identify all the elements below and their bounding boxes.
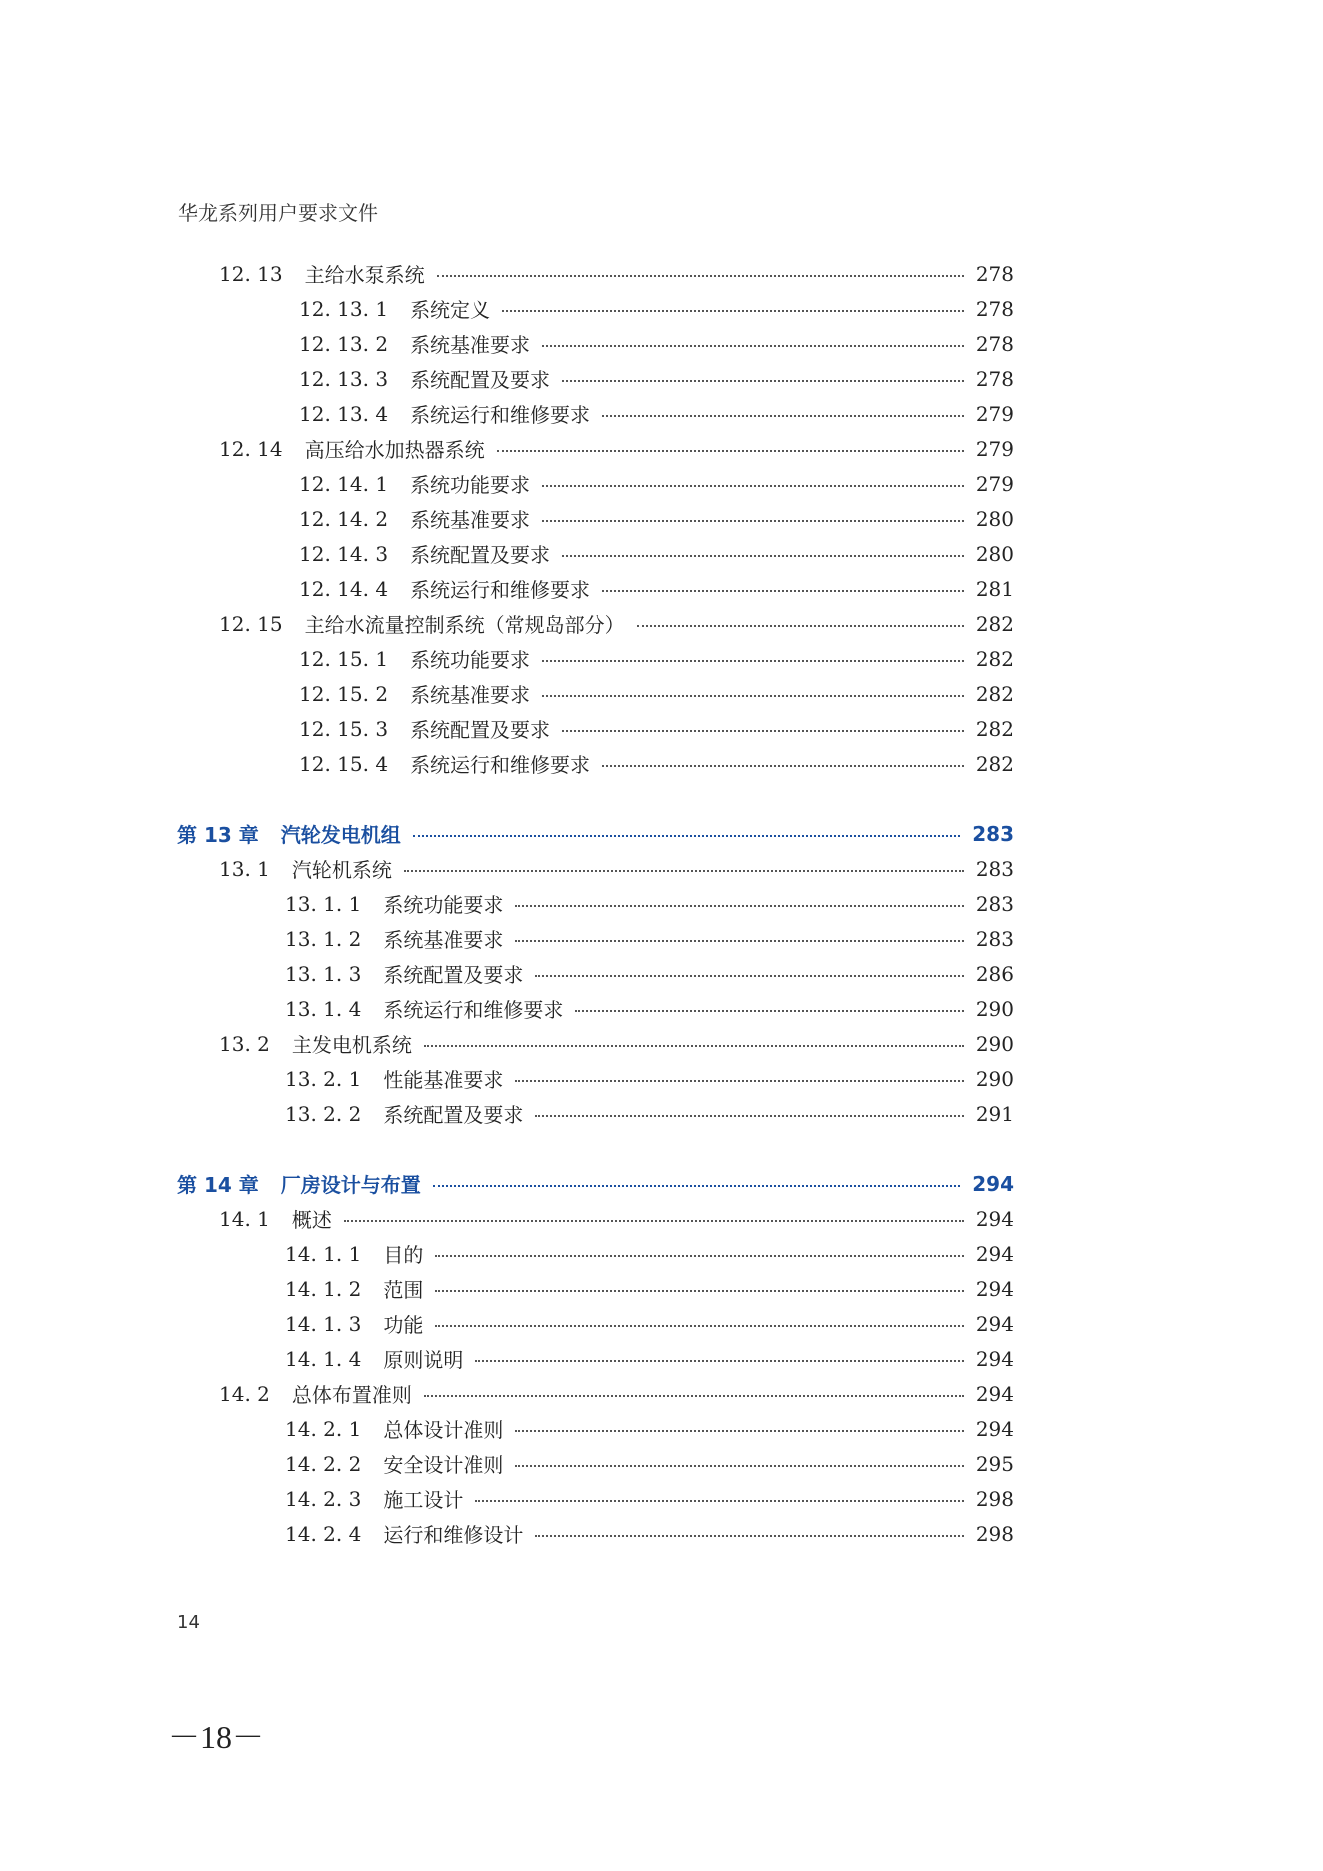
dot-leader: [542, 660, 964, 662]
entry-title: 汽轮发电机组: [280, 823, 401, 847]
subsection-entry[interactable]: [285, 1446, 1014, 1481]
entry-title: 主发电机系统: [291, 1033, 412, 1057]
entry-number: 12. 14: [219, 436, 283, 461]
section-entry[interactable]: [219, 1201, 1014, 1236]
entry-number: 14. 1. 4: [285, 1346, 362, 1371]
section-entry[interactable]: [219, 431, 1014, 466]
entry-title: 总体布置准则: [291, 1383, 412, 1407]
section-entry[interactable]: [219, 256, 1014, 291]
chapter-entry[interactable]: [177, 816, 1014, 851]
dot-leader: [602, 590, 964, 592]
entry-page-number: 283: [975, 926, 1014, 951]
subsection-entry[interactable]: [285, 1236, 1014, 1271]
entry-number: 12. 13. 1: [299, 296, 389, 321]
subsection-entry[interactable]: [285, 991, 1014, 1026]
dot-leader: [515, 905, 963, 907]
entry-title: 系统基准要求: [410, 683, 531, 707]
entry-title: 系统基准要求: [410, 333, 531, 357]
entry-page-number: 298: [975, 1486, 1014, 1511]
subsection-entry[interactable]: [285, 1096, 1014, 1131]
dot-leader: [435, 1325, 963, 1327]
footer-page-number: 14: [177, 1612, 200, 1633]
dot-leader: [562, 380, 964, 382]
entry-number: 第 13 章: [177, 823, 259, 847]
entry-page-number: 278: [975, 331, 1014, 356]
entry-number: 12. 13: [219, 261, 283, 286]
dot-leader: [515, 940, 963, 942]
entry-title: 系统功能要求: [410, 648, 531, 672]
entry-number: 14. 2. 4: [285, 1521, 362, 1546]
entry-title: 厂房设计与布置: [280, 1173, 421, 1197]
entry-page-number: 278: [975, 366, 1014, 391]
subsection-entry[interactable]: [299, 641, 1014, 676]
entry-title: 系统定义: [410, 298, 491, 322]
subsection-entry[interactable]: [285, 1271, 1014, 1306]
subsection-entry[interactable]: [285, 1516, 1014, 1551]
entry-title: 目的: [383, 1243, 424, 1267]
entry-number: 14. 2. 3: [285, 1486, 362, 1511]
entry-page-number: 278: [975, 296, 1014, 321]
dot-leader: [542, 345, 964, 347]
dot-leader: [535, 975, 963, 977]
entry-page-number: 294: [975, 1346, 1014, 1371]
entry-number: 12. 14. 1: [299, 471, 389, 496]
entry-number: 12. 15: [219, 611, 283, 636]
subsection-entry[interactable]: [285, 886, 1014, 921]
subsection-entry[interactable]: [299, 571, 1014, 606]
entry-title: 概述: [291, 1208, 332, 1232]
entry-title: 系统运行和维修要求: [383, 998, 564, 1022]
entry-page-number: 283: [975, 891, 1014, 916]
entry-title: 范围: [383, 1278, 424, 1302]
entry-number: 13. 2. 2: [285, 1101, 362, 1126]
entry-title: 汽轮机系统: [291, 858, 392, 882]
subsection-entry[interactable]: [299, 536, 1014, 571]
entry-page-number: 290: [975, 1031, 1014, 1056]
dot-leader: [515, 1465, 963, 1467]
entry-page-number: 294: [975, 1241, 1014, 1266]
dot-leader: [637, 625, 964, 627]
subsection-entry[interactable]: [299, 396, 1014, 431]
entry-number: 12. 14. 3: [299, 541, 389, 566]
subsection-entry[interactable]: [285, 1061, 1014, 1096]
section-entry[interactable]: [219, 606, 1014, 641]
entry-number: 13. 1. 4: [285, 996, 362, 1021]
dot-leader: [435, 1290, 963, 1292]
dot-leader: [475, 1360, 963, 1362]
subsection-entry[interactable]: [285, 921, 1014, 956]
dot-leader: [437, 275, 964, 277]
entry-page-number: 290: [975, 996, 1014, 1021]
section-entry[interactable]: [219, 1026, 1014, 1061]
entry-number: 14. 1. 1: [285, 1241, 362, 1266]
dot-leader: [424, 1045, 964, 1047]
subsection-entry[interactable]: [285, 1341, 1014, 1376]
dot-leader: [515, 1080, 963, 1082]
dot-leader: [535, 1115, 963, 1117]
entry-page-number: 290: [975, 1066, 1014, 1091]
bottom-page-number: －18－: [168, 1719, 265, 1755]
entry-page-number: 279: [975, 471, 1014, 496]
entry-page-number: 281: [975, 576, 1014, 601]
entry-title: 性能基准要求: [383, 1068, 504, 1092]
entry-number: 12. 14. 4: [299, 576, 389, 601]
section-entry[interactable]: [219, 851, 1014, 886]
entry-number: 13. 2. 1: [285, 1066, 362, 1091]
dot-leader: [475, 1500, 963, 1502]
entry-page-number: 283: [975, 856, 1014, 881]
dot-leader: [404, 870, 964, 872]
subsection-entry[interactable]: [299, 746, 1014, 781]
dot-leader: [515, 1430, 963, 1432]
entry-title: 系统功能要求: [410, 473, 531, 497]
entry-number: 12. 14. 2: [299, 506, 389, 531]
dot-leader: [344, 1220, 964, 1222]
entry-title: 系统配置及要求: [410, 368, 551, 392]
subsection-entry[interactable]: [299, 361, 1014, 396]
entry-page-number: 286: [975, 961, 1014, 986]
entry-page-number: 283: [972, 821, 1014, 846]
entry-page-number: 278: [975, 261, 1014, 286]
document-header: 华龙系列用户要求文件: [178, 201, 378, 225]
entry-title: 高压给水加热器系统: [304, 438, 485, 462]
dot-leader: [435, 1255, 963, 1257]
subsection-entry[interactable]: [299, 326, 1014, 361]
dot-leader: [433, 1185, 960, 1187]
entry-number: 12. 13. 2: [299, 331, 389, 356]
dot-leader: [497, 450, 964, 452]
entry-page-number: 294: [975, 1416, 1014, 1441]
entry-page-number: 279: [975, 401, 1014, 426]
entry-page-number: 294: [975, 1311, 1014, 1336]
entry-number: 13. 1. 2: [285, 926, 362, 951]
entry-title: 原则说明: [383, 1348, 464, 1372]
entry-page-number: 291: [975, 1101, 1014, 1126]
entry-page-number: 282: [975, 681, 1014, 706]
entry-number: 12. 13. 3: [299, 366, 389, 391]
entry-page-number: 282: [975, 751, 1014, 776]
entry-number: 14. 1. 3: [285, 1311, 362, 1336]
subsection-entry[interactable]: [299, 711, 1014, 746]
entry-page-number: 280: [975, 506, 1014, 531]
entry-page-number: 298: [975, 1521, 1014, 1546]
entry-number: 12. 15. 1: [299, 646, 389, 671]
chapter-entry[interactable]: [177, 1166, 1014, 1201]
entry-page-number: 294: [972, 1171, 1014, 1196]
entry-number: 13. 1. 3: [285, 961, 362, 986]
entry-title: 系统基准要求: [410, 508, 531, 532]
dot-leader: [562, 555, 964, 557]
entry-number: 14. 1: [219, 1206, 270, 1231]
subsection-entry[interactable]: [299, 291, 1014, 326]
entry-title: 系统配置及要求: [383, 963, 524, 987]
entry-page-number: 282: [975, 646, 1014, 671]
entry-title: 主给水流量控制系统（常规岛部分）: [304, 613, 625, 637]
entry-number: 14. 2. 1: [285, 1416, 362, 1441]
dot-leader: [542, 695, 964, 697]
entry-title: 系统运行和维修要求: [410, 578, 591, 602]
entry-title: 运行和维修设计: [383, 1523, 524, 1547]
dot-leader: [413, 835, 960, 837]
entry-number: 14. 1. 2: [285, 1276, 362, 1301]
entry-page-number: 279: [975, 436, 1014, 461]
dot-leader: [502, 310, 964, 312]
entry-number: 12. 13. 4: [299, 401, 389, 426]
subsection-entry[interactable]: [299, 676, 1014, 711]
entry-number: 12. 15. 4: [299, 751, 389, 776]
entry-page-number: 294: [975, 1206, 1014, 1231]
entry-number: 12. 15. 3: [299, 716, 389, 741]
subsection-entry[interactable]: [299, 466, 1014, 501]
dot-leader: [602, 765, 964, 767]
entry-number: 第 14 章: [177, 1173, 259, 1197]
entry-title: 系统功能要求: [383, 893, 504, 917]
dot-leader: [542, 520, 964, 522]
entry-title: 安全设计准则: [383, 1453, 504, 1477]
subsection-entry[interactable]: [285, 1411, 1014, 1446]
dot-leader: [575, 1010, 963, 1012]
entry-title: 系统基准要求: [383, 928, 504, 952]
dot-leader: [424, 1395, 964, 1397]
dot-leader: [542, 485, 964, 487]
subsection-entry[interactable]: [285, 956, 1014, 991]
entry-page-number: 294: [975, 1276, 1014, 1301]
dot-leader: [535, 1535, 963, 1537]
entry-number: 13. 1: [219, 856, 270, 881]
entry-title: 系统配置及要求: [410, 718, 551, 742]
subsection-entry[interactable]: [285, 1481, 1014, 1516]
entry-title: 系统配置及要求: [410, 543, 551, 567]
dot-leader: [602, 415, 964, 417]
entry-number: 14. 2. 2: [285, 1451, 362, 1476]
entry-number: 13. 1. 1: [285, 891, 362, 916]
entry-page-number: 282: [975, 716, 1014, 741]
entry-title: 系统运行和维修要求: [410, 753, 591, 777]
subsection-entry[interactable]: [299, 501, 1014, 536]
dot-leader: [562, 730, 964, 732]
entry-number: 13. 2: [219, 1031, 270, 1056]
entry-title: 功能: [383, 1313, 424, 1337]
entry-page-number: 282: [975, 611, 1014, 636]
section-entry[interactable]: [219, 1376, 1014, 1411]
entry-page-number: 280: [975, 541, 1014, 566]
entry-title: 施工设计: [383, 1488, 464, 1512]
entry-number: 12. 15. 2: [299, 681, 389, 706]
entry-number: 14. 2: [219, 1381, 270, 1406]
entry-title: 系统运行和维修要求: [410, 403, 591, 427]
entry-title: 总体设计准则: [383, 1418, 504, 1442]
subsection-entry[interactable]: [285, 1306, 1014, 1341]
entry-title: 系统配置及要求: [383, 1103, 524, 1127]
entry-title: 主给水泵系统: [304, 263, 425, 287]
entry-page-number: 294: [975, 1381, 1014, 1406]
entry-page-number: 295: [975, 1451, 1014, 1476]
